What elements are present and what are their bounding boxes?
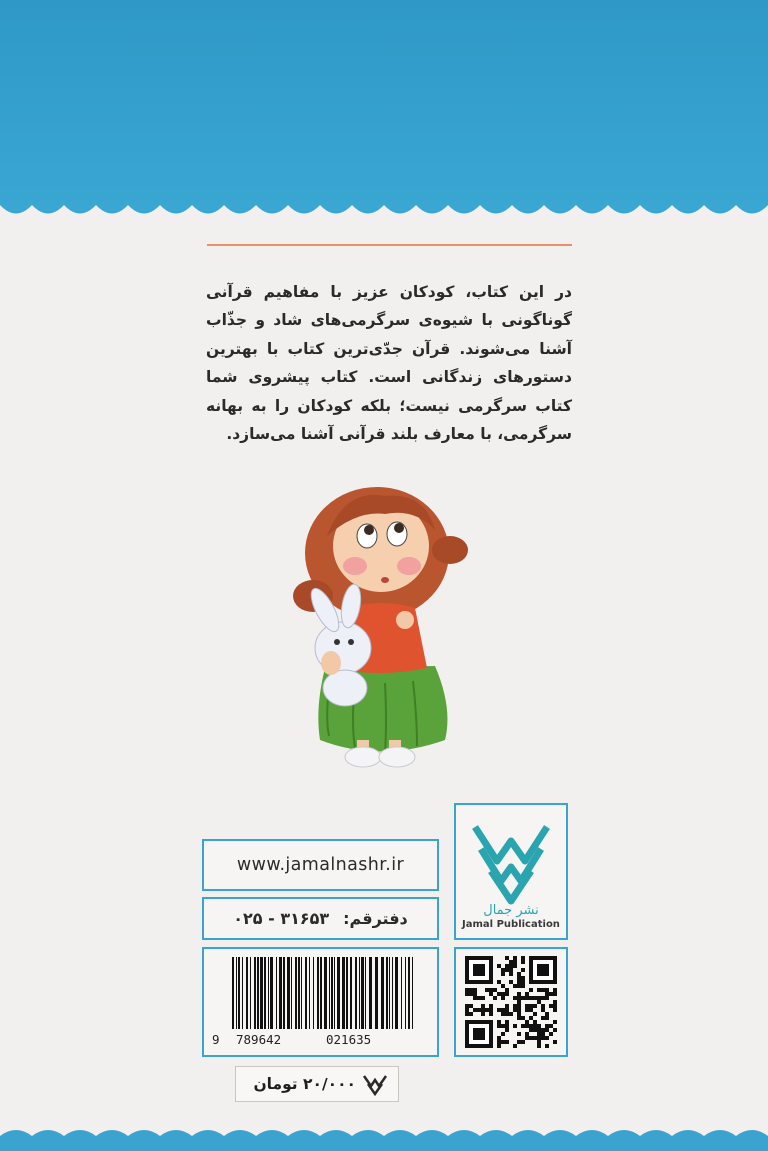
qr-module [525, 996, 529, 1000]
qr-module [501, 1008, 505, 1012]
qr-module [553, 1028, 557, 1032]
qr-module [473, 992, 477, 996]
qr-module [537, 1036, 541, 1040]
qr-module [521, 980, 525, 984]
barcode-right-digits: 021635 [326, 1032, 372, 1047]
barcode-bar [242, 957, 243, 1029]
barcode-bar [355, 957, 357, 1029]
qr-module [545, 1044, 549, 1048]
barcode-bar [283, 957, 285, 1029]
publisher-name-en: Jamal Publication [462, 919, 560, 930]
barcode-box [202, 947, 439, 1057]
qr-module [509, 972, 513, 976]
qr-module [525, 1008, 529, 1012]
qr-module [521, 976, 525, 980]
qr-module [473, 988, 477, 992]
qr-module [501, 1040, 505, 1044]
qr-module [529, 1016, 533, 1020]
qr-module [505, 964, 509, 968]
qr-module [549, 1024, 553, 1028]
barcode-bar [361, 957, 364, 1029]
barcode-bar [408, 957, 410, 1029]
qr-module [509, 980, 513, 984]
barcode-bar [375, 957, 378, 1029]
barcode-bar [238, 957, 240, 1029]
qr-module [473, 1028, 485, 1040]
qr-module [537, 1024, 541, 1028]
qr-module [485, 988, 489, 992]
barcode-bar [309, 957, 310, 1029]
phone-label: دفترقم: [343, 909, 408, 928]
price-text: ۲۰/۰۰۰ تومان [253, 1075, 356, 1093]
qr-module [465, 992, 469, 996]
qr-module [469, 988, 473, 992]
book-description: در این کتاب، کودکان عزیز با مفاهیم قرآنی گوناگونی با شیوه‌ی سرگرمی‌های شاد و جذّاب آشنا می‌شوند. قرآن جدّی‌ترین کتاب با بهترین دستورهای زندگانی است. کتاب پیشروی شما کتاب سرگرمی نیست؛ بلکه کودکان را به بهانه سرگرمی، با معارف بلند قرآنی آشنا می‌سازد. [206, 282, 572, 443]
barcode-bar [350, 957, 352, 1029]
qr-module [545, 996, 549, 1000]
barcode-bar [317, 957, 319, 1029]
qr-module [529, 1004, 533, 1008]
qr-module [545, 992, 549, 996]
barcode-lead-digit: 9 [212, 1032, 220, 1047]
qr-module [509, 960, 513, 964]
barcode-bar [279, 957, 282, 1029]
qr-module [533, 1028, 537, 1032]
qr-module [501, 984, 505, 988]
qr-module [465, 1008, 469, 1012]
qr-module [529, 1024, 533, 1028]
qr-module [553, 1020, 557, 1024]
qr-module [497, 1024, 501, 1028]
qr-module [469, 992, 473, 996]
barcode-bar [381, 957, 384, 1029]
qr-module [533, 1004, 537, 1008]
qr-module [517, 976, 521, 980]
qr-module [537, 1000, 541, 1004]
qr-module [545, 1024, 549, 1028]
qr-module [545, 1028, 549, 1032]
barcode-bar [337, 957, 340, 1029]
qr-module [477, 1008, 481, 1012]
barcode-bar [359, 957, 360, 1029]
qr-code-icon [465, 956, 557, 1048]
barcode-bar [301, 957, 302, 1029]
qr-module [489, 1004, 493, 1008]
girl-holding-bunny-illustration [285, 478, 480, 773]
qr-module [501, 1024, 505, 1028]
qr-module [489, 992, 493, 996]
qr-module [513, 996, 517, 1000]
qr-module [505, 1012, 509, 1016]
barcode-bar [386, 957, 388, 1029]
barcode-bar [324, 957, 327, 1029]
qr-module [465, 1004, 469, 1008]
qr-module [469, 1012, 473, 1016]
qr-module [521, 968, 525, 972]
qr-module [529, 988, 533, 992]
qr-module [537, 1040, 541, 1044]
qr-module [529, 1036, 533, 1040]
qr-module [485, 1008, 489, 1012]
barcode-bar [298, 957, 300, 1029]
barcode-bar [313, 957, 314, 1029]
qr-module [533, 996, 537, 1000]
qr-module [501, 992, 505, 996]
qr-module [533, 1024, 537, 1028]
barcode-icon [230, 957, 420, 1029]
qr-module [549, 1004, 553, 1008]
barcode-bar [257, 957, 259, 1029]
qr-module [541, 1016, 545, 1020]
qr-module [549, 992, 553, 996]
qr-module [493, 996, 497, 1000]
phone-box [202, 897, 439, 940]
qr-module [517, 1040, 521, 1044]
qr-module [553, 988, 557, 992]
qr-module [497, 1036, 501, 1040]
qr-module [473, 1008, 477, 1012]
qr-module [513, 1044, 517, 1048]
qr-module [497, 992, 501, 996]
phone-number: ۰۲۵ - ۳۱۶۵۳ [233, 909, 330, 928]
qr-module [489, 1008, 493, 1012]
barcode-bar [346, 957, 348, 1029]
qr-module [537, 996, 541, 1000]
qr-module [505, 1024, 509, 1028]
barcode-bar [389, 957, 390, 1029]
barcode-bar [334, 957, 335, 1029]
barcode-left-digits: 789642 [236, 1032, 282, 1047]
qr-module [481, 1008, 485, 1012]
qr-module [505, 1028, 509, 1032]
qr-module [517, 996, 521, 1000]
qr-module [517, 1016, 521, 1020]
qr-module [517, 992, 521, 996]
barcode-bar [329, 957, 330, 1029]
qr-box [454, 947, 568, 1057]
qr-module [537, 964, 549, 976]
qr-module [521, 1016, 525, 1020]
barcode-bar [291, 957, 292, 1029]
jamal-logo-icon [467, 813, 555, 905]
qr-module [501, 972, 505, 976]
qr-module [477, 996, 481, 1000]
barcode-bar [295, 957, 297, 1029]
barcode-bar [412, 957, 413, 1029]
qr-module [533, 1012, 537, 1016]
qr-module [513, 1004, 517, 1008]
qr-module [525, 1032, 529, 1036]
barcode-bar [305, 957, 307, 1029]
accent-divider [207, 244, 572, 246]
barcode-bar [260, 957, 263, 1029]
qr-module [529, 1028, 533, 1032]
jamal-mini-logo-icon [362, 1072, 388, 1096]
qr-module [513, 1008, 517, 1012]
barcode-bar [331, 957, 333, 1029]
qr-module [473, 964, 485, 976]
qr-module [489, 988, 493, 992]
qr-module [525, 1004, 529, 1008]
barcode-bar [268, 957, 269, 1029]
qr-module [505, 1040, 509, 1044]
qr-module [517, 1012, 521, 1016]
qr-module [509, 1012, 513, 1016]
qr-module [501, 968, 505, 972]
barcode-bar [401, 957, 402, 1029]
qr-module [553, 1008, 557, 1012]
qr-module [489, 1012, 493, 1016]
qr-module [505, 992, 509, 996]
qr-module [541, 1032, 545, 1036]
barcode-bar [246, 957, 248, 1029]
qr-module [497, 980, 501, 984]
publisher-logo-box [454, 803, 568, 940]
qr-module [517, 1008, 521, 1012]
website-box [202, 839, 439, 891]
barcode-bar [405, 957, 406, 1029]
qr-module [505, 1020, 509, 1024]
barcode-bar [254, 957, 256, 1029]
barcode-bar [250, 957, 251, 1029]
qr-module [541, 996, 545, 1000]
qr-module [497, 1020, 501, 1024]
barcode-bar [395, 957, 398, 1029]
qr-module [513, 984, 517, 988]
qr-module [553, 1000, 557, 1004]
barcode-bar [365, 957, 366, 1029]
qr-module [517, 1032, 521, 1036]
barcode-bar [392, 957, 393, 1029]
qr-module [517, 980, 521, 984]
qr-module [505, 1004, 509, 1008]
qr-module [541, 1008, 545, 1012]
qr-module [481, 1004, 485, 1008]
qr-module [473, 996, 477, 1000]
barcode-bar [236, 957, 237, 1029]
qr-module [513, 1024, 517, 1028]
qr-module [537, 988, 541, 992]
publisher-name-fa: نشر جمال [483, 903, 539, 918]
qr-module [517, 1004, 521, 1008]
price-sticker [235, 1066, 399, 1102]
barcode-bar [264, 957, 266, 1029]
qr-module [509, 964, 513, 968]
qr-module [501, 1032, 505, 1036]
qr-module [537, 1028, 541, 1032]
qr-module [541, 1028, 545, 1032]
qr-module [481, 996, 485, 1000]
qr-module [537, 1044, 541, 1048]
qr-module [529, 1008, 533, 1012]
barcode-bar [270, 957, 273, 1029]
qr-module [513, 956, 517, 960]
website-url: www.jamalnashr.ir [236, 855, 405, 875]
qr-module [501, 996, 505, 1000]
qr-module [517, 972, 521, 976]
qr-module [501, 1012, 505, 1016]
qr-module [505, 956, 509, 960]
barcode-bar [320, 957, 322, 1029]
qr-module [517, 984, 521, 988]
qr-module [513, 960, 517, 964]
qr-module [521, 984, 525, 988]
barcode-bar [232, 957, 234, 1029]
qr-module [465, 988, 469, 992]
qr-module [513, 964, 517, 968]
qr-module [553, 1040, 557, 1044]
qr-module [541, 988, 545, 992]
qr-module [553, 992, 557, 996]
qr-module [497, 1008, 501, 1012]
bottom-wave-band [0, 1126, 768, 1151]
qr-module [521, 1040, 525, 1044]
qr-module [533, 1020, 537, 1024]
qr-module [549, 1032, 553, 1036]
qr-module [521, 1024, 525, 1028]
qr-module [469, 1004, 473, 1008]
barcode-bar [369, 957, 372, 1029]
qr-module [465, 1012, 469, 1016]
qr-module [517, 1000, 521, 1004]
qr-module [505, 1008, 509, 1012]
qr-module [533, 1036, 537, 1040]
top-wave-band [0, 0, 768, 222]
qr-module [537, 1032, 541, 1036]
qr-module [505, 968, 509, 972]
qr-module [545, 1036, 549, 1040]
qr-module [497, 1044, 501, 1048]
qr-module [525, 1036, 529, 1040]
qr-module [509, 968, 513, 972]
qr-module [521, 956, 525, 960]
barcode-bar [276, 957, 277, 1029]
qr-module [497, 964, 501, 968]
qr-module [541, 1036, 545, 1040]
qr-module [525, 992, 529, 996]
qr-module [481, 1012, 485, 1016]
qr-module [545, 988, 549, 992]
qr-module [545, 1016, 549, 1020]
barcode-bar [287, 957, 290, 1029]
qr-module [529, 996, 533, 1000]
qr-module [525, 1020, 529, 1024]
qr-module [545, 1012, 549, 1016]
qr-module [541, 1004, 545, 1008]
qr-module [521, 960, 525, 964]
qr-module [497, 1040, 501, 1044]
qr-module [553, 1004, 557, 1008]
qr-module [493, 988, 497, 992]
qr-module [505, 988, 509, 992]
barcode-bar [342, 957, 345, 1029]
qr-module [521, 996, 525, 1000]
qr-module [525, 1024, 529, 1028]
